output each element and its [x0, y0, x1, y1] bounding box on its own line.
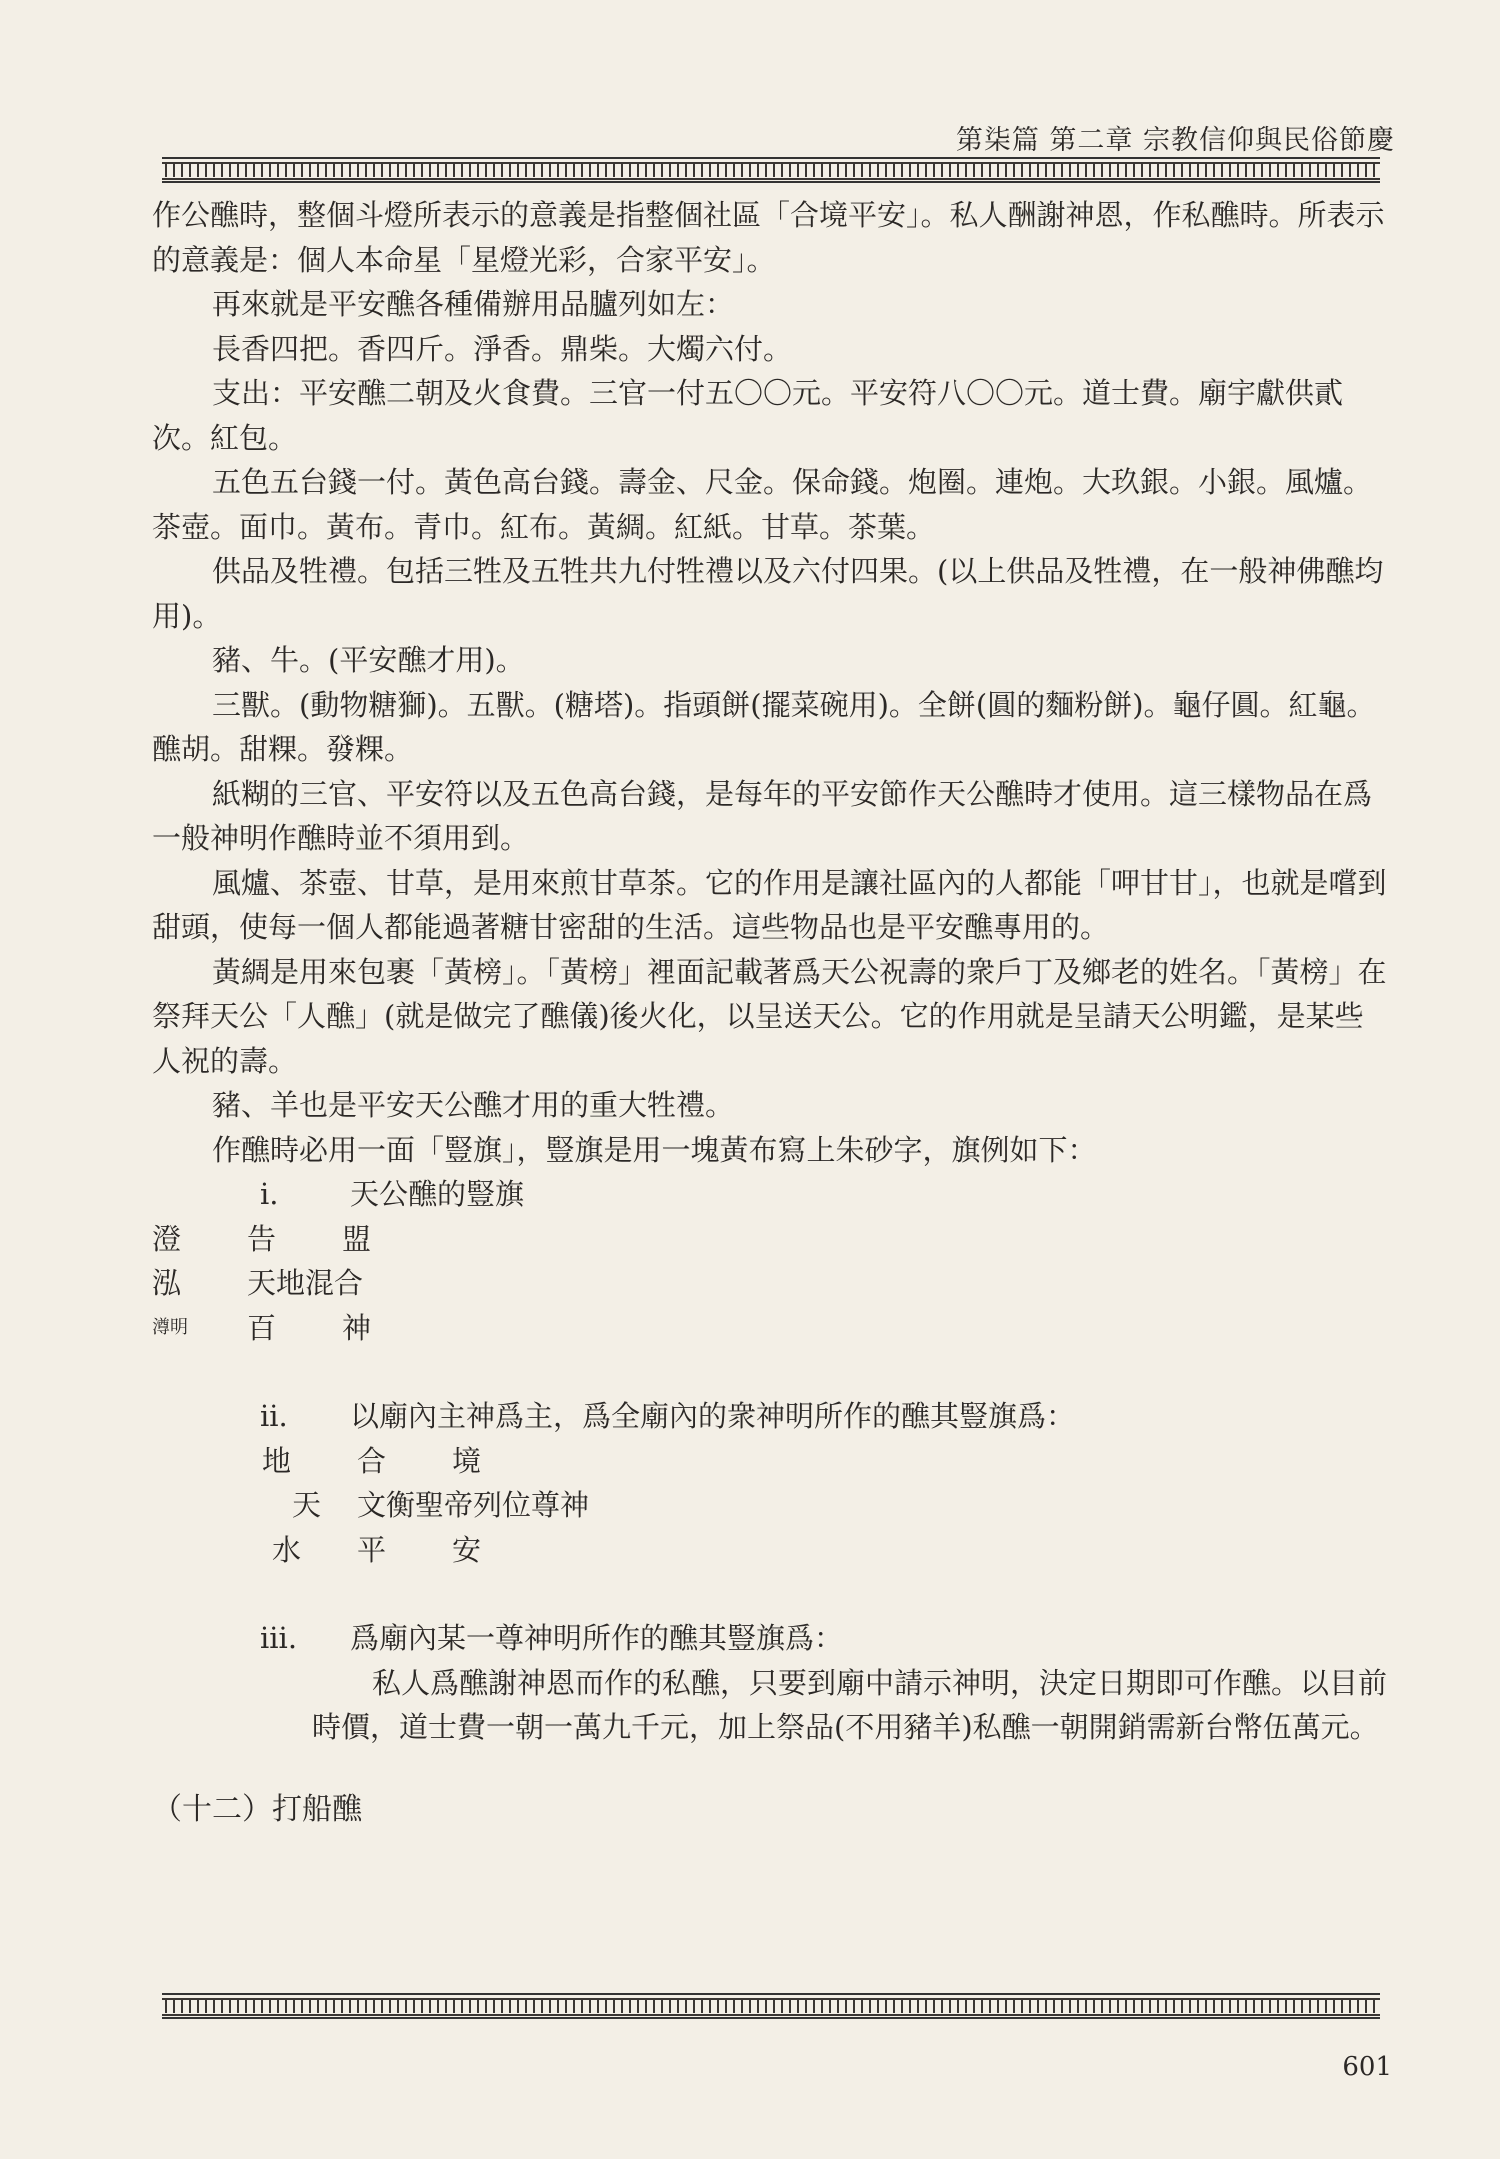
banner-line — [152, 1439, 1392, 1484]
list-text: 爲廟內某一尊神明所作的醮其豎旗爲： — [350, 1621, 844, 1655]
banner-char: 境 — [452, 1443, 482, 1478]
banner-line — [152, 1528, 1392, 1573]
banner-char: 安 — [452, 1532, 482, 1567]
paragraph: 五色五台錢一付。黃色高台錢。壽金、尺金。保命錢。炮圈。連炮。大玖銀。小銀。風爐。茶壺。面巾。黃布。青巾。紅布。黃綢。紅紙。甘草。茶葉。 — [152, 465, 1373, 544]
paragraph: 供品及牲禮。包括三牲及五牲共九付牲禮以及六付四果。(以上供品及牲禮，在一般神佛醮均用)。 — [152, 554, 1384, 633]
paragraph: 作醮時必用一面「豎旗」，豎旗是用一塊黃布寫上朱砂字，旗例如下： — [212, 1132, 1097, 1167]
page-body — [152, 193, 1392, 1832]
paragraph: 豬、羊也是平安天公醮才用的重大牲禮。 — [212, 1088, 735, 1122]
list-item-i — [152, 1172, 1392, 1217]
banner-line — [152, 1306, 1392, 1351]
section-heading: （十二）打船醮 — [152, 1791, 362, 1827]
paragraph: 紙糊的三官、平安符以及五色高台錢，是每年的平安節作天公醮時才使用。這三樣物品在爲一般神明作醮時並不須用到。 — [152, 776, 1373, 855]
banner-char: 澄 — [152, 1221, 182, 1256]
decorative-border-bottom — [162, 1993, 1380, 2019]
banner-char: 告 — [247, 1221, 277, 1256]
paragraph: 黃綢是用來包裹「黃榜」。「黃榜」裡面記載著爲天公祝壽的衆戶丁及鄉老的姓名。「黃榜」在祭拜天公「人醮」(就是做完了醮儀)後火化，以呈送天公。它的作用就是呈請天公明鑑，是某些人祝的壽。 — [152, 954, 1387, 1078]
banner-char: 泓 — [152, 1266, 182, 1300]
banner-char: 澊明 — [152, 1316, 188, 1338]
list-number: ii. — [260, 1399, 288, 1433]
banner-line — [152, 1483, 1392, 1528]
paragraph: 風爐、茶壺、甘草，是用來煎甘草茶。它的作用是讓社區內的人都能「呷甘甘」，也就是嚐到甜頭，使每一個人都能過著糖甘密甜的生活。這些物品也是平安醮專用的。 — [152, 865, 1387, 944]
list-item-iii — [152, 1616, 1392, 1661]
banner-char: 合 — [357, 1443, 387, 1478]
banner-text: 天地混合 — [247, 1266, 364, 1300]
paragraph: 長香四把。香四斤。淨香。鼎柴。大燭六付。 — [212, 331, 793, 366]
banner-char: 水 — [272, 1532, 302, 1567]
banner-char: 神 — [342, 1310, 372, 1345]
list-number: iii. — [260, 1621, 298, 1655]
decorative-border-top — [162, 157, 1380, 183]
list-number: i. — [260, 1177, 279, 1211]
paragraph: 支出：平安醮二朝及火食費。三官一付五〇〇元。平安符八〇〇元。道士費。廟宇獻供貳次。紅包。 — [152, 376, 1344, 455]
paragraph: 再來就是平安醮各種備辦用品臚列如左： — [212, 287, 735, 321]
banner-char: 百 — [247, 1310, 277, 1345]
list-text: 天公醮的豎旗 — [350, 1177, 525, 1211]
banner-char: 盟 — [342, 1221, 372, 1256]
list-item-ii — [152, 1394, 1392, 1439]
paragraph: 豬、牛。(平安醮才用)。 — [212, 643, 525, 677]
banner-line — [152, 1261, 1392, 1306]
paragraph: 私人爲醮謝神恩而作的私醮，只要到廟中請示神明，決定日期即可作醮。以目前時價，道士費一朝一萬九千元，加上祭品(不用豬羊)私醮一朝開銷需新台幣伍萬元。 — [312, 1665, 1388, 1744]
list-text: 以廟內主神爲主，爲全廟內的衆神明所作的醮其豎旗爲： — [350, 1399, 1076, 1433]
banner-char: 平 — [357, 1532, 387, 1567]
paragraph: 作公醮時，整個斗燈所表示的意義是指整個社區「合境平安」。私人酬謝神恩，作私醮時。所表示的意義是：個人本命星「星燈光彩，合家平安」。 — [152, 198, 1385, 277]
banner-text: 文衡聖帝列位尊神 — [357, 1488, 590, 1522]
banner-char: 地 — [262, 1443, 292, 1478]
running-header: 第柒篇 第二章 宗教信仰與民俗節慶 — [955, 125, 1395, 156]
page-number: 601 — [1342, 2052, 1392, 2082]
banner-char: 天 — [292, 1488, 322, 1522]
banner-line — [152, 1217, 1392, 1262]
paragraph: 三獸。(動物糖獅)。五獸。(糖塔)。指頭餅(擺菜碗用)。全餅(圓的麵粉餅)。龜仔圓。紅龜。醮胡。甜粿。發粿。 — [152, 687, 1376, 766]
